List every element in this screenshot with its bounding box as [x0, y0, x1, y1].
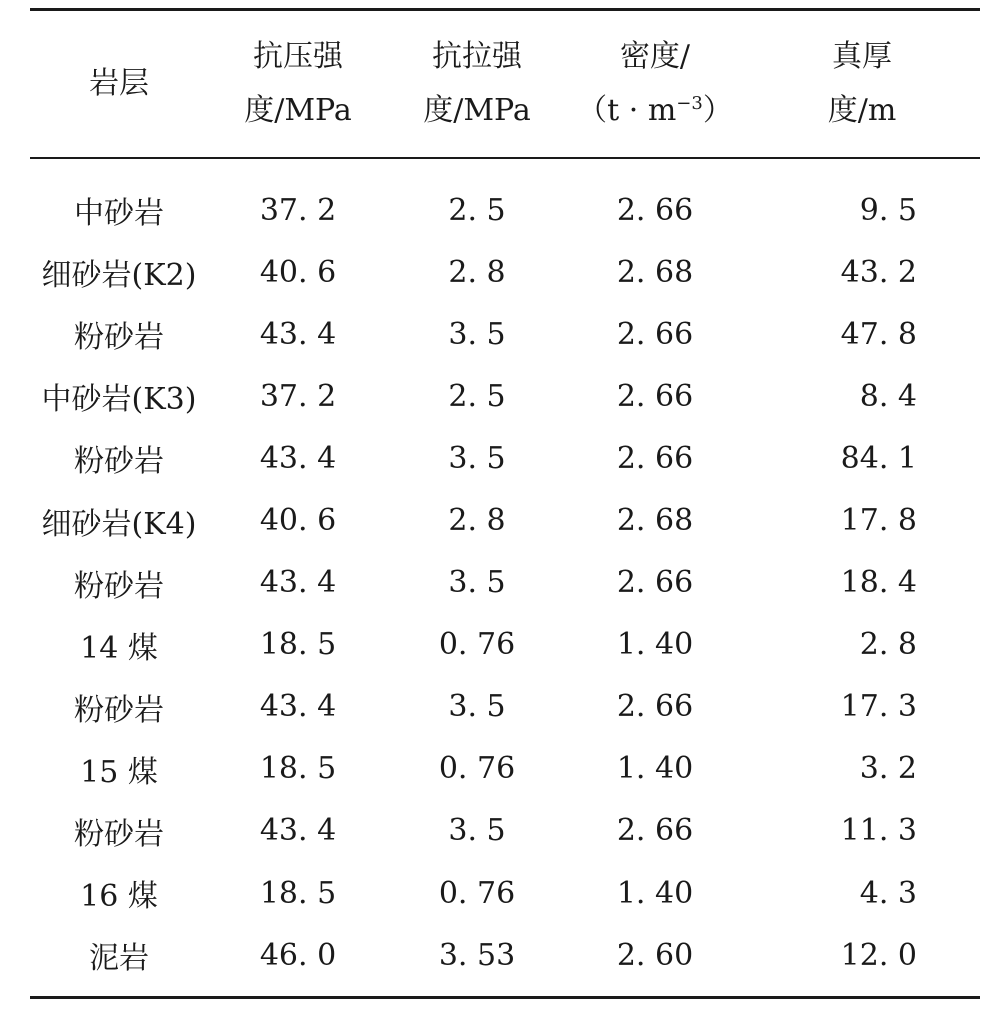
- cell-thickness-value: 12. 0: [840, 937, 917, 973]
- cell-tensile: 0. 76: [438, 751, 516, 787]
- cell-compressive: 40. 6: [259, 254, 337, 290]
- cell-thickness: [744, 303, 980, 365]
- cell-tensile: 2. 8: [448, 503, 506, 539]
- cell-compressive: 43. 4: [259, 440, 337, 476]
- cell-tensile: 2. 5: [448, 378, 506, 414]
- cell-thickness-value: 17. 3: [840, 689, 917, 725]
- cell-thickness: [744, 241, 980, 303]
- cell-tensile: 3. 53: [438, 937, 516, 973]
- cell-compressive: 43. 4: [259, 813, 337, 849]
- cell-tensile: 3. 5: [448, 316, 506, 352]
- cell-density: 1. 40: [616, 627, 694, 663]
- bottom-rule: [30, 996, 980, 999]
- cell-density: 2. 66: [616, 565, 694, 601]
- header-tensile-line2: 度/MPa: [423, 93, 531, 128]
- cell-thickness-value: 2. 8: [859, 627, 917, 663]
- cell-density: 2. 66: [616, 689, 694, 725]
- header-tensile-strength: [388, 11, 566, 157]
- table-row: [30, 862, 980, 924]
- table-row: [30, 800, 980, 862]
- cell-thickness: [744, 738, 980, 800]
- header-density: [566, 11, 744, 157]
- data-table-body: [30, 159, 980, 996]
- header-thickness-line2: 度/m: [827, 93, 897, 128]
- cell-thickness: [744, 552, 980, 614]
- rock-properties-table: [30, 8, 980, 999]
- table-body: [30, 159, 980, 996]
- cell-layer: 粉砂岩: [74, 320, 164, 356]
- cell-density: 1. 40: [616, 751, 694, 787]
- header-density-unit-post: ）: [702, 93, 733, 128]
- cell-compressive: 46. 0: [259, 937, 337, 973]
- cell-density: 2. 66: [616, 192, 694, 228]
- cell-density: 2. 66: [616, 378, 694, 414]
- cell-thickness-value: 11. 3: [840, 813, 917, 849]
- cell-thickness: [744, 800, 980, 862]
- table-header: [30, 11, 980, 157]
- cell-thickness: [744, 676, 980, 738]
- cell-layer: 泥岩: [89, 941, 149, 977]
- header-row: [30, 11, 980, 157]
- header-thickness-line1: 真厚: [832, 39, 892, 74]
- cell-thickness-value: 43. 2: [840, 254, 917, 290]
- cell-thickness: [744, 427, 980, 489]
- cell-tensile: 3. 5: [448, 440, 506, 476]
- header-density-unit-sup: −3: [676, 93, 703, 114]
- cell-thickness: [744, 862, 980, 924]
- header-layer: [30, 11, 208, 157]
- table-row: [30, 614, 980, 676]
- cell-thickness-value: 47. 8: [840, 316, 917, 352]
- table-row: [30, 427, 980, 489]
- cell-compressive: 43. 4: [259, 689, 337, 725]
- cell-compressive: 43. 4: [259, 316, 337, 352]
- cell-compressive: 37. 2: [259, 378, 337, 414]
- cell-compressive: 37. 2: [259, 192, 337, 228]
- cell-thickness-value: 3. 2: [859, 751, 917, 787]
- cell-tensile: 0. 76: [438, 627, 516, 663]
- cell-layer: 粉砂岩: [74, 692, 164, 728]
- cell-thickness-value: 17. 8: [840, 503, 917, 539]
- cell-compressive: 18. 5: [259, 875, 337, 911]
- cell-tensile: 3. 5: [448, 565, 506, 601]
- cell-compressive: 18. 5: [259, 751, 337, 787]
- cell-density: 2. 66: [616, 440, 694, 476]
- table-row: [30, 241, 980, 303]
- cell-thickness-value: 9. 5: [859, 192, 917, 228]
- header-density-unit-pre: （t · m: [577, 93, 677, 128]
- cell-layer: 粉砂岩: [74, 568, 164, 604]
- table-row: [30, 365, 980, 427]
- cell-thickness-value: 8. 4: [859, 378, 917, 414]
- cell-thickness-value: 18. 4: [840, 565, 917, 601]
- cell-density: 2. 68: [616, 254, 694, 290]
- cell-layer: 细砂岩(K2): [41, 258, 197, 294]
- cell-thickness: [744, 489, 980, 551]
- cell-density: 2. 68: [616, 503, 694, 539]
- cell-density: 2. 60: [616, 937, 694, 973]
- cell-compressive: 18. 5: [259, 627, 337, 663]
- header-compressive-strength: [208, 11, 388, 157]
- header-compressive-line1: 抗压强: [253, 39, 343, 74]
- table-row: [30, 489, 980, 551]
- cell-tensile: 0. 76: [438, 875, 516, 911]
- cell-layer: 14 煤: [80, 630, 158, 666]
- header-true-thickness: [744, 11, 980, 157]
- cell-thickness: [744, 924, 980, 996]
- data-table: [30, 11, 980, 157]
- table-row: [30, 924, 980, 996]
- cell-thickness-value: 4. 3: [859, 875, 917, 911]
- cell-layer: 中砂岩(K3): [41, 382, 197, 418]
- cell-layer: 粉砂岩: [74, 444, 164, 480]
- cell-tensile: 2. 5: [448, 192, 506, 228]
- table-row: [30, 552, 980, 614]
- header-layer-label: 岩层: [89, 66, 149, 101]
- cell-layer: 15 煤: [80, 754, 158, 790]
- cell-layer: 细砂岩(K4): [41, 506, 197, 542]
- cell-thickness: [744, 365, 980, 427]
- cell-density: 2. 66: [616, 316, 694, 352]
- cell-layer: 中砂岩: [74, 196, 164, 232]
- cell-tensile: 2. 8: [448, 254, 506, 290]
- cell-layer: 16 煤: [80, 879, 158, 915]
- table-row: [30, 159, 980, 241]
- cell-thickness: [744, 159, 980, 241]
- cell-density: 2. 66: [616, 813, 694, 849]
- cell-tensile: 3. 5: [448, 813, 506, 849]
- header-density-line1: 密度/: [619, 39, 691, 74]
- table-row: [30, 738, 980, 800]
- header-density-line2: [566, 84, 744, 138]
- cell-thickness: [744, 614, 980, 676]
- table-row: [30, 303, 980, 365]
- cell-layer: 粉砂岩: [74, 816, 164, 852]
- header-compressive-line2: 度/MPa: [244, 93, 352, 128]
- cell-compressive: 43. 4: [259, 565, 337, 601]
- cell-thickness-value: 84. 1: [840, 440, 917, 476]
- cell-density: 1. 40: [616, 875, 694, 911]
- header-tensile-line1: 抗拉强: [432, 39, 522, 74]
- cell-compressive: 40. 6: [259, 503, 337, 539]
- table-row: [30, 676, 980, 738]
- cell-tensile: 3. 5: [448, 689, 506, 725]
